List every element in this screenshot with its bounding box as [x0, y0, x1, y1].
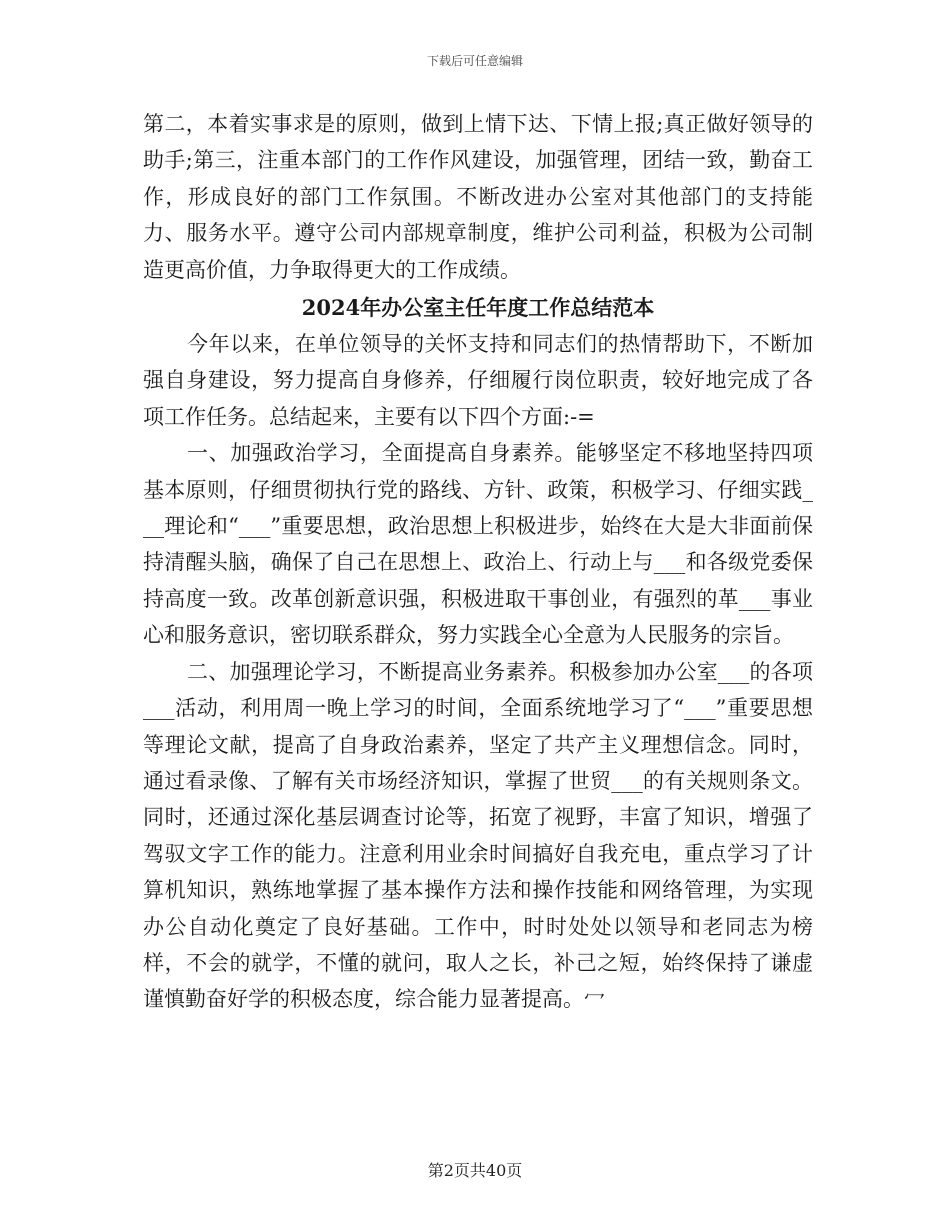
paragraph-continued: 第二，本着实事求是的原则，做到上情下达、下情上报;真正做好领导的助手;第三，注重本部门的工作作风建设，加强管理，团结一致，勤奋工作，形成良好的部门工作氛围。不断改进办公室对其他部门的支持能力、服务水平。遵守公司内部规章制度，维护公司利益，积极为公司制造更高价值，力争取得更大的工作成绩。 — [143, 112, 813, 282]
document-body — [143, 106, 813, 1018]
document-title: 2024年办公室主任年度工作总结范本 — [301, 295, 655, 321]
paragraph-intro: 今年以来，在单位领导的关怀支持和同志们的热情帮助下，不断加强自身建设，努力提高自身修养，仔细履行岗位职责，较好地完成了各项工作任务。总结起来，主要有以下四个方面:-= — [143, 332, 813, 429]
paragraph-theory-study: 二、加强理论学习，不断提高业务素养。积极参加办公室___的各项___活动，利用周一晚上学习的时间，全面系统地学习了“___”重要思想等理论文献，提高了自身政治素养，坚定了共产主义理想信念。同时，通过看录像、了解有关市场经济知识，掌握了世贸___的有关规则条文。同时，还通过深化基层调查讨论等，拓宽了视野，丰富了知识，增强了驾驭文字工作的能力。注意利用业余时间搞好自我充电，重点学习了计算机知识，熟练地掌握了基本操作方法和操作技能和网络管理，为实现办公自动化奠定了良好基础。工作中，时时处处以领导和老同志为榜样，不会的就学，不懂的就问，取人之长，补己之短，始终保持了谦虚谨慎勤奋好学的积极态度，综合能力显著提高。冖 — [143, 659, 813, 1012]
paragraph-political-study: 一、加强政治学习，全面提高自身素养。能够坚定不移地坚持四项基本原则，仔细贯彻执行党的路线、方针、政策，积极学习、仔细实践___理论和“___”重要思想，政治思想上积极进步，始终在大是大非面前保持清醒头脑，确保了自己在思想上、政治上、行动上与___和各级党委保持高度一致。改革创新意识强，积极进取干事创业，有强烈的革___事业心和服务意识，密切联系群众，努力实践全心全意为人民服务的宗旨。 — [143, 441, 813, 648]
header-note: 下载后可任意编辑 — [426, 54, 523, 68]
page-footer: 第2页共40页 — [427, 1161, 523, 1180]
